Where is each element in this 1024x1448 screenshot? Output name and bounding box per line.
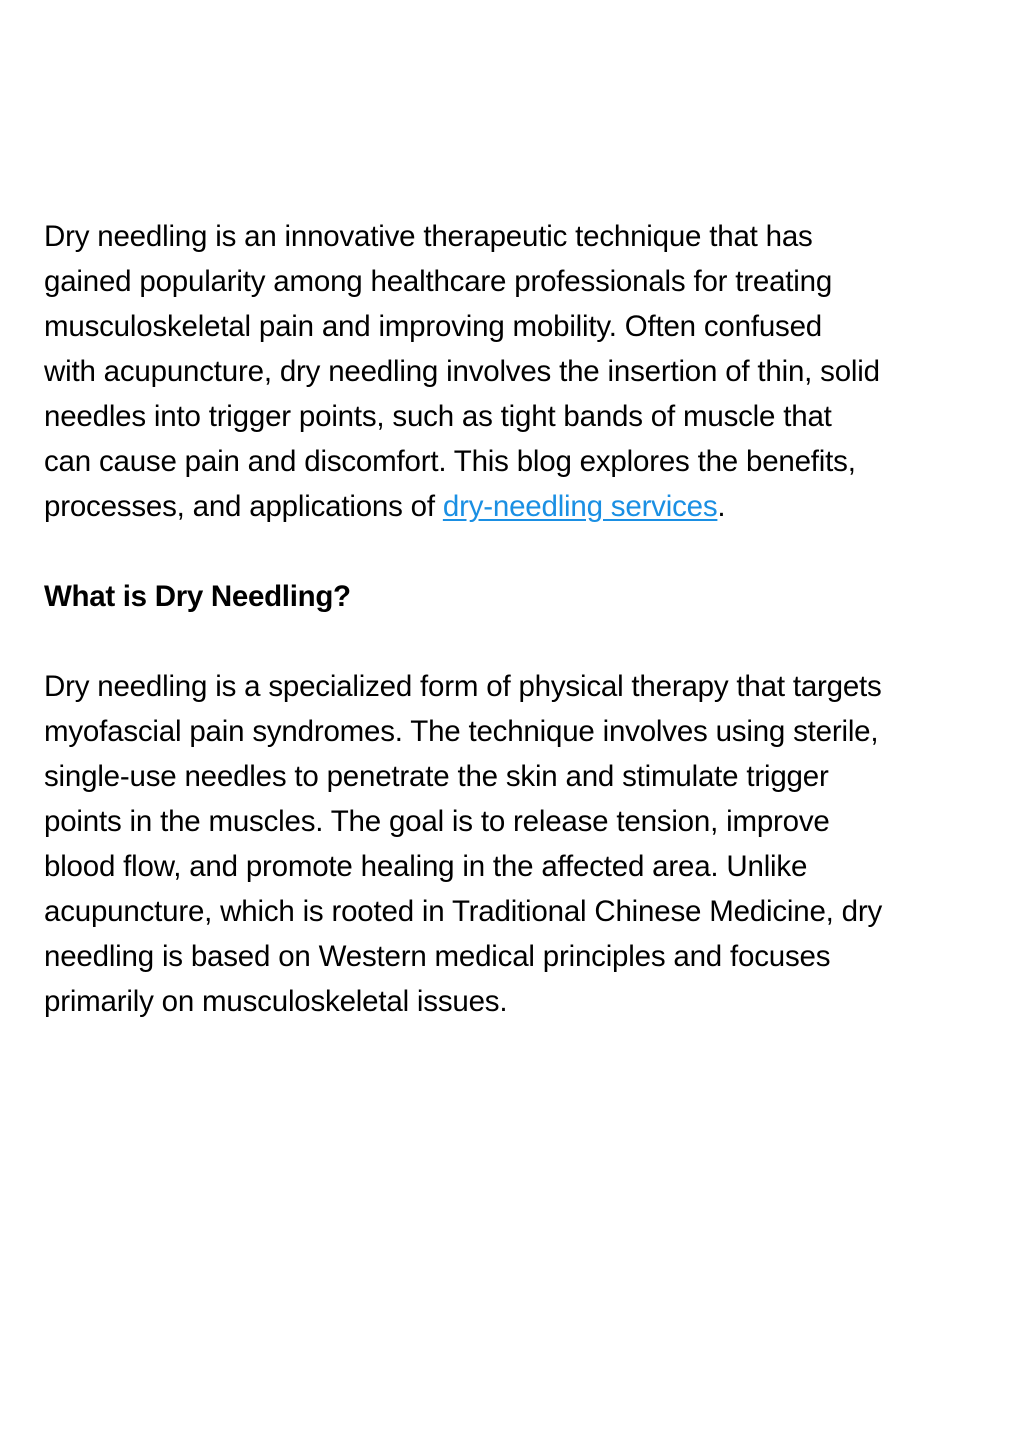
- section-line: needling is based on Western medical principles and focuses: [44, 940, 831, 973]
- section-line: Dry needling is a specialized form of physical therapy that targets: [44, 670, 882, 703]
- intro-line: can cause pain and discomfort. This blog explores the benefits,: [44, 445, 856, 478]
- intro-paragraph: [44, 214, 984, 529]
- intro-period: .: [717, 490, 726, 523]
- section-paragraph: [44, 664, 984, 1024]
- section-line: acupuncture, which is rooted in Traditional Chinese Medicine, dry: [44, 895, 883, 928]
- section-line: primarily on musculoskeletal issues.: [44, 985, 508, 1018]
- section-line: single-use needles to penetrate the skin and stimulate trigger: [44, 760, 829, 793]
- intro-line: musculoskeletal pain and improving mobility. Often confused: [44, 310, 823, 343]
- dry-needling-services-link[interactable]: dry-needling services: [442, 490, 718, 523]
- section-line: points in the muscles. The goal is to release tension, improve: [44, 805, 830, 838]
- intro-last-line-text: processes, and applications of: [44, 490, 443, 523]
- paragraph-spacer: [44, 529, 984, 574]
- intro-line: gained popularity among healthcare professionals for treating: [44, 265, 833, 298]
- intro-line: needles into trigger points, such as tight bands of muscle that: [44, 400, 832, 433]
- intro-last-line: [44, 484, 984, 529]
- section-line: myofascial pain syndromes. The technique involves using sterile,: [44, 715, 879, 748]
- section-heading: What is Dry Needling?: [44, 580, 351, 613]
- section-line: blood flow, and promote healing in the affected area. Unlike: [44, 850, 808, 883]
- paragraph-spacer: [44, 619, 984, 664]
- document-body: [44, 214, 984, 1024]
- intro-line: with acupuncture, dry needling involves the insertion of thin, solid: [44, 355, 880, 388]
- intro-line: Dry needling is an innovative therapeutic technique that has: [44, 220, 813, 253]
